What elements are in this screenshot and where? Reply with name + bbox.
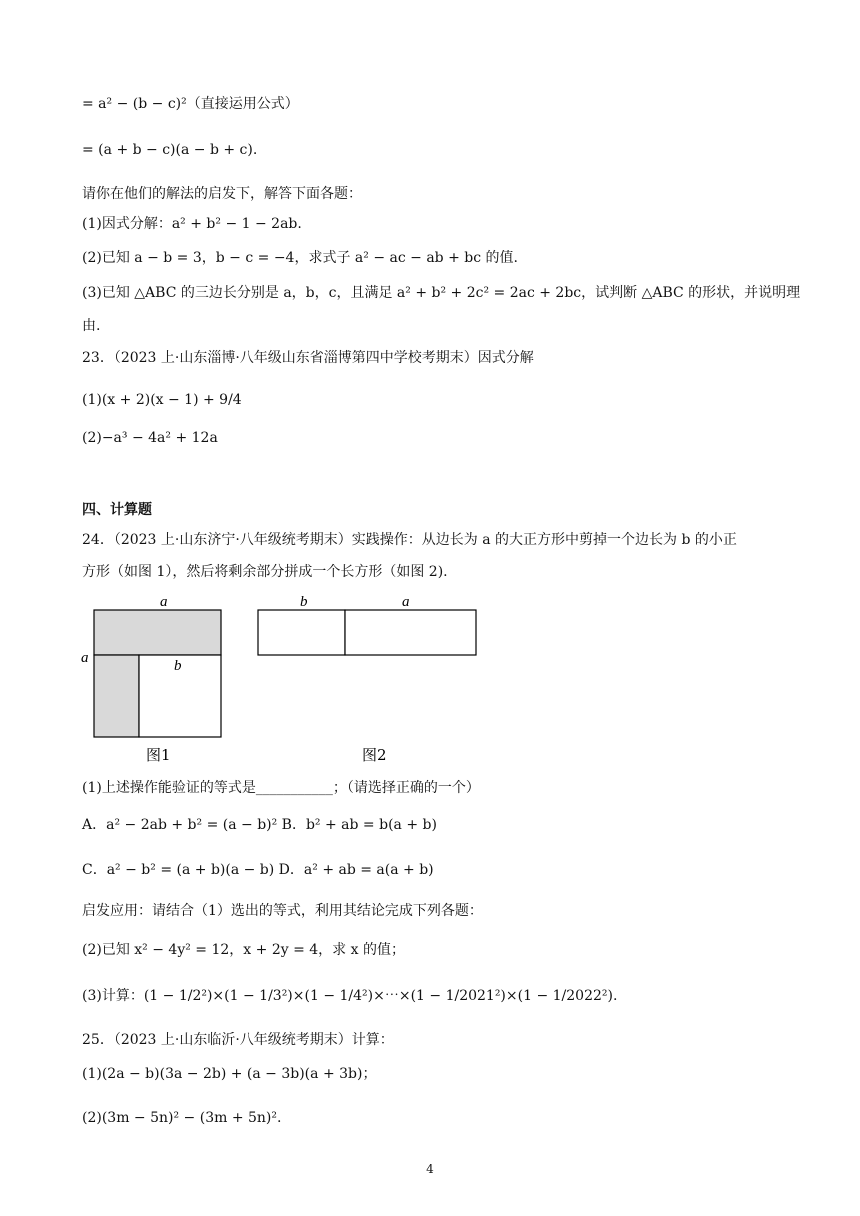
text-line-l12: 24．（2023 上·山东济宁·八年级统考期末）实践操作：从边长为 a 的大正方形中剪掉一个边长为 b 的小正 (82, 532, 737, 548)
text-line-l13: 方形（如图 1），然后将剩余部分拼成一个长方形（如图 2). (82, 564, 448, 580)
text-line-l10: (2)−a³ − 4a² + 12a (82, 430, 218, 446)
text-line-l15: A．a² − 2ab + b² = (a − b)² B．b² + ab = b(a + b) (82, 817, 437, 833)
text-line-l5: (2)已知 a − b = 3，b − c = −4，求式子 a² − ac − ab + bc 的值. (82, 250, 518, 266)
figure1-label-top: a (160, 594, 168, 610)
figure2-caption: 图2 (362, 746, 387, 764)
text-line-l16: C．a² − b² = (a + b)(a − b) D．a² + ab = a(a + b) (82, 862, 434, 878)
text-line-l14: (1)上述操作能验证的等式是___________；（请选择正确的一个） (82, 780, 480, 796)
figure-1 (78, 594, 238, 764)
figure1-label-inner: b (174, 658, 182, 674)
text-line-l11: 四、计算题 (82, 502, 152, 518)
figure1-top-strip (94, 610, 221, 655)
figure1-left-strip (94, 655, 139, 737)
text-line-l7: 由. (82, 318, 101, 334)
text-line-l17: 启发应用：请结合（1）选出的等式，利用其结论完成下列各题： (82, 903, 483, 919)
figure1-label-left: a (81, 650, 89, 666)
text-line-l2: = (a + b − c)(a − b + c). (82, 142, 258, 158)
text-line-l9: (1)(x + 2)(x − 1) + 9/4 (82, 392, 242, 408)
page-number: 4 (426, 1162, 434, 1176)
text-line-l6: (3)已知 △ABC 的三边长分别是 a，b，c，且满足 a² + b² + 2c² = 2ac + 2bc，试判断 △ABC 的形状，并说明理 (82, 285, 801, 301)
text-line-l4: (1)因式分解：a² + b² − 1 − 2ab. (82, 216, 302, 232)
text-line-l18: (2)已知 x² − 4y² = 12，x + 2y = 4，求 x 的值； (82, 942, 405, 958)
text-line-l19: (3)计算：(1 − 1/2²)×(1 − 1/3²)×(1 − 1/4²)×⋯×(1 − 1/2021²)×(1 − 1/2022²). (82, 988, 618, 1004)
text-line-l21: (1)(2a − b)(3a − 2b) + (a − 3b)(a + 3b)； (82, 1066, 377, 1082)
figure2-label-b: b (300, 594, 308, 610)
figure1-caption: 图1 (146, 746, 171, 764)
figure2-label-a: a (402, 594, 410, 610)
figure2-rect-right (345, 610, 476, 655)
text-line-l3: 请你在他们的解法的启发下，解答下面各题： (82, 186, 362, 202)
text-line-l1: = a² − (b − c)²（直接运用公式） (82, 96, 299, 112)
text-line-l22: (2)(3m − 5n)² − (3m + 5n)². (82, 1110, 282, 1126)
text-line-l20: 25．（2023 上·山东临沂·八年级统考期末）计算： (82, 1032, 394, 1048)
text-line-l8: 23．（2023 上·山东淄博·八年级山东省淄博第四中学校考期末）因式分解 (82, 350, 534, 366)
figure-2 (252, 594, 492, 764)
figure2-rect-left (258, 610, 345, 655)
